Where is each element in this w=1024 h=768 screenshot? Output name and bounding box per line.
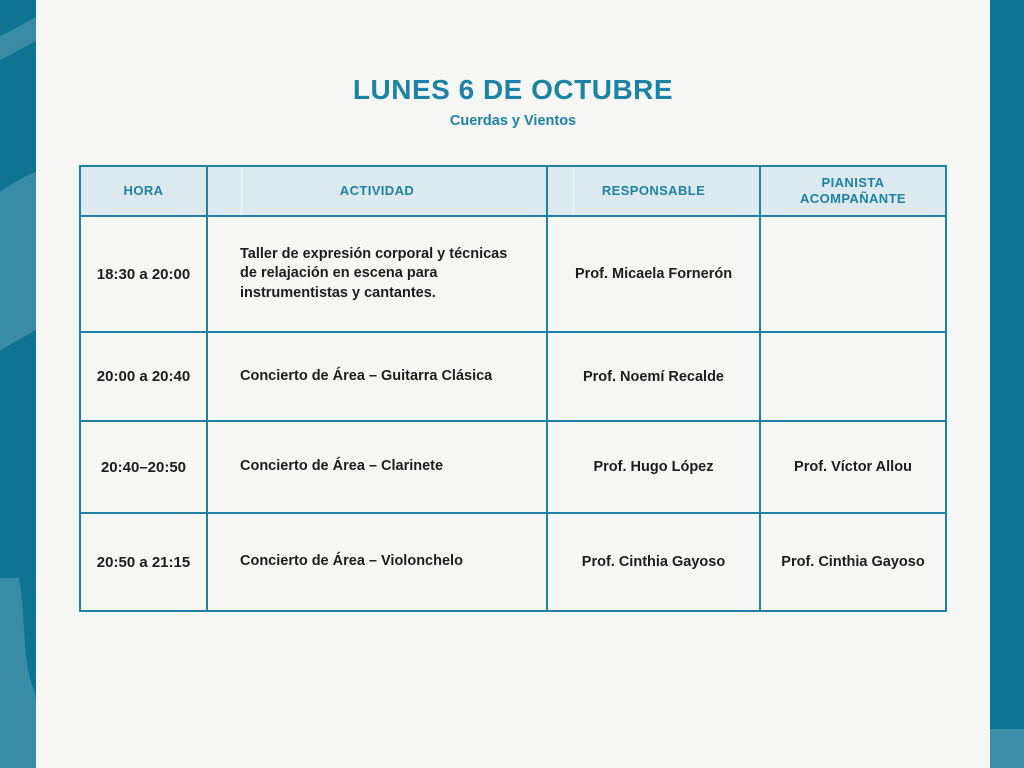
column-header-hora: HORA <box>80 166 207 216</box>
left-wave-graphic <box>0 0 36 768</box>
content-card <box>36 0 990 768</box>
table-row <box>80 216 946 332</box>
page-subtitle: Cuerdas y Vientos <box>449 113 577 129</box>
responsable-cell: Prof. Noemí Recalde <box>547 332 760 421</box>
table-row <box>80 513 946 611</box>
pianista-cell: Prof. Víctor Allou <box>760 421 946 513</box>
right-wave-graphic <box>990 0 1024 768</box>
responsable-cell: Prof. Hugo López <box>547 421 760 513</box>
responsable-cell: Prof. Micaela Fornerón <box>547 216 760 332</box>
column-header-responsable: RESPONSABLE <box>547 166 760 216</box>
hora-cell: 20:00 a 20:40 <box>80 332 207 421</box>
page-title: LUNES 6 DE OCTUBRE <box>352 74 674 105</box>
column-header-actividad: ACTIVIDAD <box>207 166 547 216</box>
column-header-pianista: PIANISTA ACOMPAÑANTE <box>760 166 946 216</box>
hora-cell: 18:30 a 20:00 <box>80 216 207 332</box>
schedule-table-header <box>80 166 946 216</box>
hora-cell: 20:50 a 21:15 <box>80 513 207 611</box>
actividad-cell: Concierto de Área – Clarinete <box>207 421 547 513</box>
actividad-cell: Taller de expresión corporal y técnicas de relajación en escena para instrumentistas y cantantes. <box>207 216 547 332</box>
schedule-table-body <box>80 216 946 611</box>
actividad-cell: Concierto de Área – Violonchelo <box>207 513 547 611</box>
header-row <box>80 166 946 216</box>
right-wave-band <box>990 0 1024 768</box>
pianista-cell: Prof. Cinthia Gayoso <box>760 513 946 611</box>
hora-cell: 20:40–20:50 <box>80 421 207 513</box>
table-row <box>80 421 946 513</box>
actividad-cell: Concierto de Área – Guitarra Clásica <box>207 332 547 421</box>
table-row <box>80 332 946 421</box>
left-wave-band <box>0 0 36 768</box>
responsable-cell: Prof. Cinthia Gayoso <box>547 513 760 611</box>
pianista-cell <box>760 332 946 421</box>
schedule-table <box>79 165 947 612</box>
pianista-cell <box>760 216 946 332</box>
